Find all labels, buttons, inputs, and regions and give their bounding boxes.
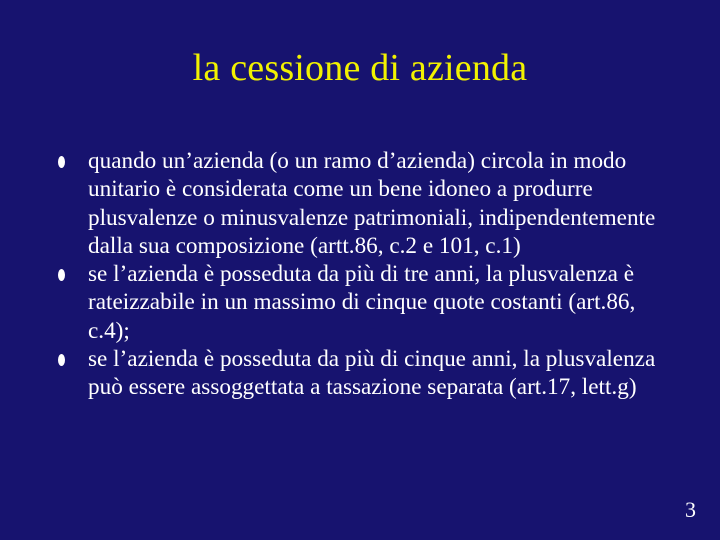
bullet-dot-icon xyxy=(58,354,65,366)
bullet-item xyxy=(58,260,678,345)
bullet-text: quando un’azienda (o un ramo d’azienda) circola in modo unitario è considerata come un bene idoneo a produrre plusvalenze o minusvalenze patrimoniali, indipendentemente dalla sua composizione (artt.86, c.2 e 101, c.1) xyxy=(88,148,656,259)
bullet-item xyxy=(58,147,678,260)
page-number: 3 xyxy=(685,497,696,522)
bullet-text: se l’azienda è posseduta da più di cinque anni, la plusvalenza può essere assoggettata a tassazione separata (art.17, lett.g) xyxy=(88,346,656,401)
bullet-list xyxy=(58,147,678,402)
bullet-item xyxy=(58,345,678,402)
bullet-dot-icon xyxy=(58,269,65,281)
bullet-text: se l’azienda è posseduta da più di tre anni, la plusvalenza è rateizzabile in un massimo di cinque quote costanti (art.86, c.4); xyxy=(88,261,636,344)
slide-title: la cessione di azienda xyxy=(192,47,528,89)
bullet-dot-icon xyxy=(58,156,65,168)
